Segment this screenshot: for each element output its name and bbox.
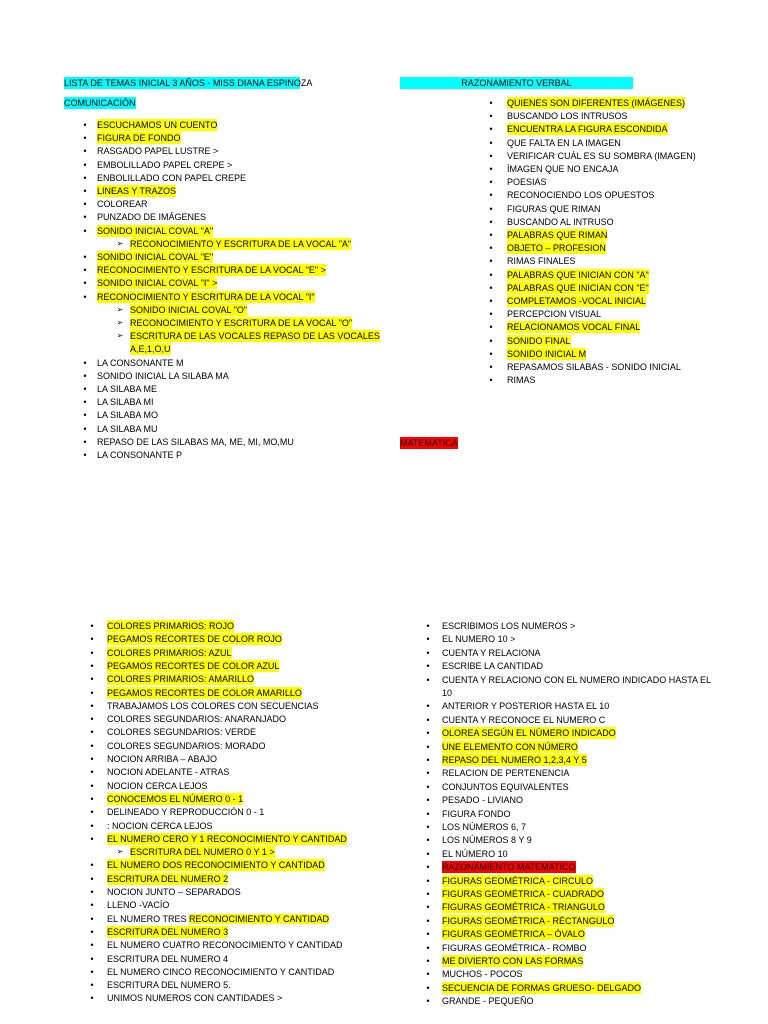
bullet-icon: • — [489, 322, 493, 333]
bullet-icon: • — [83, 370, 87, 381]
list-item: EL NUMERO TRES RECONOCIMIENTO Y CANTIDAD — [107, 913, 330, 924]
list-item: FIGURAS GEOMÉTRICA - CUADRADO — [442, 889, 605, 899]
list-item: LLENO -VACÍO — [107, 900, 170, 911]
list-item: ESCRIBE LA CANTIDAD — [442, 661, 544, 672]
bullet-icon: • — [90, 966, 94, 977]
bullet-icon: • — [426, 795, 430, 806]
bullet-icon: • — [90, 647, 94, 658]
list-item: RAZONAMIENTO MATEMATICO — [442, 862, 576, 873]
document-title: LISTA DE TEMAS INICIAL 3 AÑOS - MISS DIANA ESPINOZA — [64, 78, 313, 88]
bullet-icon: • — [426, 915, 430, 926]
list-item: PERCEPCION VISUAL — [507, 309, 602, 320]
bullet-icon: • — [83, 450, 87, 460]
list-item: FIGURAS GEOMÉTRICA - ROMBO — [442, 942, 587, 953]
list-item: NOCION JUNTO – SEPARADOS — [107, 887, 241, 897]
bullet-icon: • — [83, 146, 87, 157]
list-item: CUENTA Y RECONOCE EL NUMERO C — [442, 714, 606, 725]
list-item: UNE ELEMENTO CON NÚMERO — [442, 741, 578, 752]
bullet-icon: • — [489, 230, 493, 240]
bullet-icon: • — [426, 942, 430, 953]
list-item: ESCRITURA DEL NUMERO 3 — [107, 926, 229, 937]
bullet-icon: • — [90, 660, 94, 671]
bullet-icon: • — [426, 728, 430, 739]
list-item: PALABRAS QUE INICIAN CON "E" — [507, 282, 649, 293]
list-item: BUSCANDO LOS INTRUSOS — [507, 111, 628, 122]
list-item: SONIDO INICIAL COVAL "A" — [97, 225, 214, 236]
bullet-icon: • — [426, 621, 430, 631]
list-item: PALABRAS QUE RIMAN — [507, 230, 608, 240]
list-item: LA SILABA MU — [97, 423, 158, 434]
list-item: DELINEADO Y REPRODUCCIÓN 0 - 1 — [107, 807, 265, 818]
list-item: NOCION ADELANTE - ATRAS — [107, 767, 230, 778]
bullet-icon: • — [426, 647, 430, 658]
bullet-icon: • — [83, 120, 87, 130]
arrow-bullet-icon: ➢ — [116, 318, 124, 327]
list-item: QUIENES SON DIFERENTES (IMÁGENES) — [507, 98, 686, 108]
list-item: FIGURAS GEOMÉTRICA - TRIANGULO — [442, 902, 605, 913]
bullet-icon: • — [489, 177, 493, 188]
bullet-icon: • — [426, 634, 430, 645]
bullet-icon: • — [90, 621, 94, 631]
bullet-icon: • — [90, 887, 94, 897]
list-item: COLORES PRIMARIOS: AZUL — [107, 647, 232, 658]
bullet-icon: • — [426, 808, 430, 819]
bullet-icon: • — [90, 993, 94, 1004]
list-item: SONIDO FINAL — [507, 335, 571, 346]
list-item: LA SILABA MO — [97, 410, 159, 421]
list-item: RECONOCIMIENTO Y ESCRITURA DE LA VOCAL "I" — [97, 291, 315, 302]
list-item: ESCRITURA DEL NUMERO 4 — [107, 953, 229, 964]
arrow-bullet-icon: ➢ — [116, 847, 124, 857]
bullet-icon: • — [426, 902, 430, 913]
list-item: EL NUMERO CUATRO RECONOCIMIENTO Y CANTIDAD — [107, 940, 343, 951]
bullet-icon: • — [90, 873, 94, 884]
list-item: RELACIONAMOS VOCAL FINAL — [507, 322, 641, 333]
list-item: FIGURAS GEOMÉTRICA - CIRCULO — [442, 875, 594, 886]
bullet-icon: • — [83, 410, 87, 421]
list-item: PEGAMOS RECORTES DE COLOR AMARILLO — [107, 687, 302, 698]
bullet-icon: • — [83, 212, 87, 223]
bullet-icon: • — [83, 172, 87, 183]
list-item: RASGADO PAPEL LUSTRE > — [97, 146, 219, 157]
list-item: REPASO DEL NUMERO 1,2,3,4 Y 5 — [442, 755, 587, 765]
list-item: COLORES PRIMARIOS: AMARILLO — [107, 674, 255, 685]
list-item: REPASO DE LAS SILABAS MA, ME, MI, MO,MU — [97, 436, 294, 447]
bullet-icon: • — [426, 929, 430, 940]
bullet-icon: • — [90, 780, 94, 791]
list-item: MUCHOS - POCOS — [442, 969, 523, 980]
arrow-bullet-icon: ➢ — [116, 238, 124, 248]
section-heading-matematica: MATEMATICA — [400, 438, 458, 448]
list-item: ENBOLILLADO CON PAPEL CREPE — [97, 172, 247, 183]
list-item: QUE FALTA EN LA IMAGEN — [507, 137, 621, 148]
list-item: COLOREAR — [97, 199, 148, 210]
list-item: TRABAJAMOS LOS COLORES CON SECUENCIAS — [107, 700, 319, 711]
bullet-icon: • — [83, 159, 87, 170]
bullet-icon: • — [90, 740, 94, 751]
list-item: REPASAMOS SILABAS - SONIDO INICIAL — [507, 362, 681, 372]
bullet-icon: • — [83, 436, 87, 447]
bullet-icon: • — [489, 362, 493, 372]
bullet-icon: • — [83, 199, 87, 210]
list-item: EL NUMERO CINCO RECONOCIMIENTO Y CANTIDAD — [107, 966, 335, 977]
list-item: ESCRITURA DE LAS VOCALES REPASO DE LAS VOCALES — [130, 331, 380, 342]
list-item: CONJUNTOS EQUIVALENTES — [442, 781, 569, 792]
arrow-bullet-icon: ➢ — [116, 331, 124, 341]
list-item: CONOCEMOS EL NÚMERO 0 - 1 — [107, 793, 244, 804]
bullet-icon: • — [426, 875, 430, 886]
list-item: BUSCANDO AL INTRUSO — [507, 216, 614, 227]
bullet-icon: • — [90, 687, 94, 698]
bullet-icon: • — [90, 767, 94, 778]
list-item: LINEAS Y TRAZOS — [97, 186, 177, 196]
bullet-icon: • — [83, 133, 87, 144]
list-item: COLORES SEGUNDARIOS: VERDE — [107, 727, 257, 738]
list-item: ENCUENTRA LA FIGURA ESCONDIDA — [507, 124, 668, 135]
bullet-icon: • — [426, 755, 430, 765]
list-item: SONIDO INICIAL LA SILABA MA — [97, 370, 229, 381]
bullet-icon: • — [90, 980, 94, 991]
list-item: RECONOCIENDO LOS OPUESTOS — [507, 190, 655, 201]
bullet-icon: • — [83, 384, 87, 394]
section-heading-razonamiento-verbal: RAZONAMIENTO VERBAL — [400, 77, 633, 89]
bullet-icon: • — [90, 714, 94, 725]
list-item: FIGURAS GEOMÉTRICA – ÓVALO — [442, 929, 585, 940]
bullet-icon: • — [90, 913, 94, 924]
list-item: NOCION CERCA LEJOS — [107, 780, 208, 791]
list-item: SONIDO INICIAL COVAL "E" — [97, 252, 214, 262]
bullet-icon: • — [489, 296, 493, 306]
bullet-icon: • — [426, 982, 430, 993]
bullet-icon: • — [489, 375, 493, 386]
bullet-icon: • — [426, 768, 430, 779]
bullet-icon: • — [90, 926, 94, 937]
list-item: ESCRITURA DEL NUMERO 2 — [107, 873, 229, 884]
list-item: RIMAS — [507, 375, 536, 386]
bullet-icon: • — [426, 741, 430, 752]
bullet-icon: • — [90, 940, 94, 951]
bullet-icon: • — [489, 124, 493, 135]
bullet-icon: • — [426, 701, 430, 712]
list-item: POESIAS — [507, 177, 547, 188]
list-item: LA CONSONANTE P — [97, 450, 183, 460]
list-item: SECUENCIA DE FORMAS GRUESO- DELGADO — [442, 982, 642, 993]
list-item: ÍMAGEN QUE NO ENCAJA — [507, 164, 619, 174]
list-item: SONIDO INICIAL M — [507, 348, 587, 359]
bullet-icon: • — [90, 727, 94, 738]
bullet-icon: • — [489, 243, 493, 254]
bullet-icon: • — [489, 190, 493, 201]
list-item: CUENTA Y RELACIONA — [442, 647, 541, 658]
list-item: ESCUCHAMOS UN CUENTO — [97, 120, 218, 130]
list-item: GRANDE - PEQUEÑO — [442, 996, 534, 1007]
list-item: OLOREA SEGÚN EL NÚMERO INDICADO — [442, 728, 616, 739]
bullet-icon: • — [90, 807, 94, 818]
bullet-icon: • — [426, 996, 430, 1007]
bullet-icon: • — [426, 674, 430, 685]
list-item: RECONOCIMIENTO Y ESCRITURA DE LA VOCAL "A" — [130, 238, 352, 249]
bullet-icon: • — [489, 137, 493, 148]
list-item: NOCION ARRIBA – ABAJO — [107, 754, 218, 764]
bullet-icon: • — [90, 634, 94, 645]
bullet-icon: • — [489, 150, 493, 161]
bullet-icon: • — [426, 714, 430, 725]
bullet-icon: • — [426, 848, 430, 859]
list-item: RELACION DE PERTENENCIA — [442, 768, 570, 779]
list-item: COLORES SEGUNDARIOS: MORADO — [107, 740, 266, 751]
arrow-bullet-icon: ➢ — [116, 304, 124, 314]
list-item: FIGURA DE FONDO — [97, 133, 181, 144]
bullet-icon: • — [83, 252, 87, 262]
list-item: LA CONSONANTE M — [97, 357, 184, 368]
bullet-icon: • — [489, 309, 493, 320]
bullet-icon: • — [90, 953, 94, 964]
list-item: PESADO - LIVIANO — [442, 795, 524, 806]
bullet-icon: • — [90, 674, 94, 685]
list-item: RIMAS FINALES — [507, 256, 576, 267]
bullet-icon: • — [489, 335, 493, 346]
bullet-icon: • — [83, 291, 87, 302]
list-item: EL NUMERO DOS RECONOCIMIENTO Y CANTIDAD — [107, 860, 325, 871]
bullet-icon: • — [426, 956, 430, 966]
bullet-icon: • — [489, 203, 493, 214]
list-item: RECONOCIMIENTO Y ESCRITURA DE LA VOCAL "O" — [130, 318, 353, 328]
bullet-icon: • — [83, 265, 87, 276]
bullet-icon: • — [83, 225, 87, 236]
bullet-icon: • — [426, 822, 430, 832]
list-item: FIGURAS GEOMÉTRICA - RÉCTANGULO — [442, 915, 615, 926]
list-item: RECONOCIMIENTO Y ESCRITURA DE LA VOCAL "E" > — [97, 265, 326, 276]
section-heading-comunicacion: COMUNICACIÓN — [64, 98, 136, 108]
bullet-icon: • — [83, 186, 87, 196]
bullet-icon: • — [90, 700, 94, 711]
bullet-icon: • — [489, 282, 493, 293]
list-item: 10 — [442, 688, 453, 698]
list-item: COLORES PRIMARIOS: ROJO — [107, 621, 235, 631]
bullet-icon: • — [83, 423, 87, 434]
bullet-icon: • — [489, 256, 493, 267]
list-item: A,E,1,O,U — [130, 344, 171, 355]
list-item: : NOCION CERCA LEJOS — [107, 820, 213, 831]
list-item: OBJETO – PROFESION — [507, 243, 606, 254]
list-item: PALABRAS QUE INICIAN CON "A" — [507, 269, 649, 280]
list-item: COMPLETAMOS -VOCAL INICIAL — [507, 296, 647, 306]
bullet-icon: • — [489, 269, 493, 280]
list-item: FIGURAS QUE RIMAN — [507, 203, 601, 214]
list-item: ESCRIBIMOS LOS NUMEROS > — [442, 621, 576, 631]
bullet-icon: • — [90, 860, 94, 871]
bullet-icon: • — [489, 216, 493, 227]
bullet-icon: • — [426, 835, 430, 846]
list-item: LA SILABA MI — [97, 397, 154, 408]
list-item: UNIMOS NUMEROS CON CANTIDADES > — [107, 993, 283, 1004]
bullet-icon: • — [90, 820, 94, 831]
list-item: EMBOLILLADO PAPEL CREPE > — [97, 159, 233, 170]
list-item: PEGAMOS RECORTES DE COLOR ROJO — [107, 634, 282, 645]
bullet-icon: • — [83, 357, 87, 368]
bullet-icon: • — [90, 754, 94, 764]
list-item: ME DIVIERTO CON LAS FORMAS — [442, 956, 584, 966]
list-item: ESCRITURA DEL NUMERO 0 Y 1 > — [130, 847, 275, 858]
list-item: LOS NÚMEROS 6, 7 — [442, 822, 527, 832]
bullet-icon: • — [83, 397, 87, 408]
bullet-icon: • — [426, 781, 430, 792]
list-item: EL NÚMERO 10 — [442, 848, 508, 859]
list-item: SONIDO INICIAL COVAL "I" > — [97, 278, 218, 289]
list-item: ESCRITURA DEL NUMERO 5. — [107, 980, 231, 991]
list-item: CUENTA Y RELACIONO CON EL NUMERO INDICADO HASTA EL — [442, 674, 712, 685]
bullet-icon: • — [489, 164, 493, 174]
list-item: LA SILABA ME — [97, 384, 158, 394]
bullet-icon: • — [489, 348, 493, 359]
list-item: FIGURA FONDO — [442, 808, 511, 819]
list-item: SONIDO INICIAL COVAL "O" — [130, 304, 248, 315]
bullet-icon: • — [426, 969, 430, 980]
bullet-icon: • — [426, 889, 430, 899]
bullet-icon: • — [90, 900, 94, 911]
list-item: PUNZADO DE IMÁGENES — [97, 212, 207, 223]
list-item: EL NUMERO 10 > — [442, 634, 516, 645]
list-item: LOS NÚMEROS 8 Y 9 — [442, 835, 532, 846]
bullet-icon: • — [489, 111, 493, 122]
bullet-icon: • — [90, 793, 94, 804]
bullet-icon: • — [83, 278, 87, 289]
bullet-icon: • — [489, 98, 493, 108]
list-item: COLORES SEGUNDARIOS: ANARANJADO — [107, 714, 287, 725]
list-item: VERIFICAR CUÁL ES SU SOMBRA (IMAGEN) — [507, 150, 696, 161]
list-item: PEGAMOS RECORTES DE COLOR AZUL — [107, 660, 280, 671]
bullet-icon: • — [426, 862, 430, 873]
list-item: EL NUMERO CERO Y 1 RECONOCIMIENTO Y CANTIDAD — [107, 833, 347, 844]
bullet-icon: • — [426, 661, 430, 672]
bullet-icon: • — [90, 833, 94, 844]
list-item: ANTERIOR Y POSTERIOR HASTA EL 10 — [442, 701, 610, 712]
